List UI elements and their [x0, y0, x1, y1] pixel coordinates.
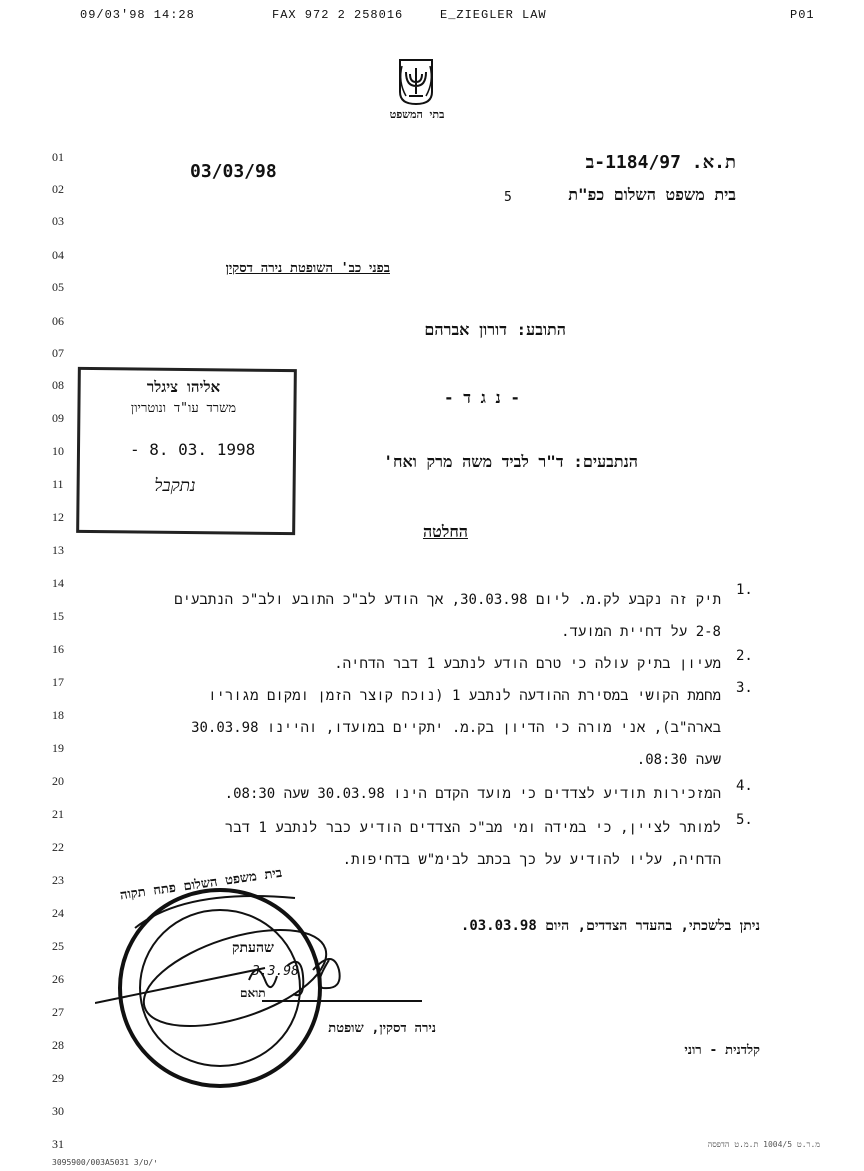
decision-item-3: [151, 680, 721, 776]
item-number: 4.: [736, 778, 753, 794]
before-judge: בפני כב' השופטת נירה דסקין: [225, 261, 390, 276]
item-line: 2-8 על דחיית המועד.: [561, 624, 721, 640]
line-number: 24: [52, 906, 64, 920]
courts-caption: בתי המשפט: [389, 108, 445, 121]
line-number: 26: [52, 972, 64, 986]
fax-sender: E_ZIEGLER LAW: [440, 8, 547, 22]
line-number: 20: [52, 774, 64, 788]
line-number: 22: [52, 840, 64, 854]
line-number: 05: [52, 280, 64, 294]
versus: - נ ג ד -: [444, 388, 520, 407]
signature-line: [262, 1000, 422, 1002]
item-number: 2.: [736, 648, 753, 664]
seal-certify: שהעתק: [232, 940, 274, 956]
line-number: 03: [52, 214, 64, 228]
line-number: 19: [52, 741, 64, 755]
decision-title: החלטה: [422, 522, 468, 541]
line-number: 23: [52, 873, 64, 887]
case-number: ת.א. 1184/97-ב: [585, 152, 736, 173]
line-number: 21: [52, 807, 64, 821]
line-number: 13: [52, 543, 64, 557]
item-number: 3.: [736, 680, 753, 696]
line-number: 06: [52, 314, 64, 328]
court-name: בית משפט השלום כפ"ת: [568, 185, 736, 204]
line-number: 09: [52, 411, 64, 425]
item-line: למותר לציין, כי במידה ומי מב"כ הצדדים הודיע כבר לנתבע 1 דבר: [224, 820, 721, 836]
item-line: בארה"ב), אני מורה כי הדיון בק.מ. יתקיים במועדו, והיינו 30.03.98: [191, 720, 721, 736]
court-room-number: 5: [504, 190, 512, 205]
fax-page: P01: [790, 8, 815, 22]
line-number: 04: [52, 248, 64, 262]
stamp-office-subtitle: משרד עו"ד ונוטריון: [130, 401, 237, 416]
stamp-date: - 8. 03. 1998: [130, 440, 256, 459]
decision-item-1: [151, 584, 721, 648]
seal-match: תואם: [240, 986, 266, 1000]
given-statement: ניתן בלשכתי, בהעדר הצדדים, היום 03.03.98.: [460, 918, 760, 934]
line-number: 16: [52, 642, 64, 656]
line-number: 17: [52, 675, 64, 689]
line-number: 25: [52, 939, 64, 953]
decision-date: 03/03/98: [190, 161, 277, 182]
line-number: 12: [52, 510, 64, 524]
line-number: 15: [52, 609, 64, 623]
line-number: 10: [52, 444, 64, 458]
line-number: 02: [52, 182, 64, 196]
line-number: 07: [52, 346, 64, 360]
fax-datetime: 09/03'98 14:28: [80, 8, 195, 22]
line-number: 30: [52, 1104, 64, 1118]
stamp-received-word: נתקבל: [154, 476, 196, 496]
defendants: הנתבעים: ד"ר לביד משה מרק ואח': [383, 452, 638, 471]
item-line: המזכירות תודיע לצדדים כי מועד הקדם הינו 30.03.98 שעה 08:30.: [224, 786, 721, 802]
line-number: 08: [52, 378, 64, 392]
item-number: 1.: [736, 582, 753, 598]
line-number: 27: [52, 1005, 64, 1019]
menorah-emblem-icon: [396, 58, 436, 106]
signature-date: 3.3.98: [252, 964, 299, 979]
item-line: שעה 08:30.: [636, 752, 721, 768]
decision-item-4: [151, 778, 721, 810]
fax-number: FAX 972 2 258016: [272, 8, 404, 22]
item-line: מחמת הקושי במסירת ההודעה לנתבע 1 (נוכח קוצר הזמן ומקום מגוריו: [208, 688, 721, 704]
stamp-office-name: אליהו ציגלר: [146, 378, 221, 396]
line-number: 29: [52, 1071, 64, 1085]
line-number: 28: [52, 1038, 64, 1052]
item-line: מעיון בתיק עולה כי טרם הודע לנתבע 1 דבר הדחיה.: [334, 656, 721, 672]
judge-name: נירה דסקין, שופטת: [328, 1021, 436, 1036]
line-number: 01: [52, 150, 64, 164]
footer-left-code: 3095900/003A5031 3/י/ט: [52, 1158, 158, 1167]
typist: קלדנית - רוני: [684, 1043, 760, 1058]
line-number: 31: [52, 1137, 64, 1151]
line-number: 18: [52, 708, 64, 722]
item-line: תיק זה נקבע לק.מ. ליום 30.03.98, אך הודע לב"כ התובע ולב"כ הנתבעים: [174, 592, 721, 608]
decision-item-2: [151, 648, 721, 680]
line-number: 11: [52, 477, 64, 491]
line-number: 14: [52, 576, 64, 590]
item-number: 5.: [736, 812, 753, 828]
decision-item-5: [151, 812, 721, 876]
footer-right-code: מ.ר.ט 1004/5 ת.מ.ט הדפסה: [707, 1140, 820, 1149]
plaintiff: התובע: דורון אברהם: [424, 320, 566, 339]
seal-text: בית משפט השלום פתח תקוה: [119, 865, 283, 904]
item-line: הדחיה, עליו להודיע על כך בכתב לבימ"ש בדחיפות.: [342, 852, 721, 868]
